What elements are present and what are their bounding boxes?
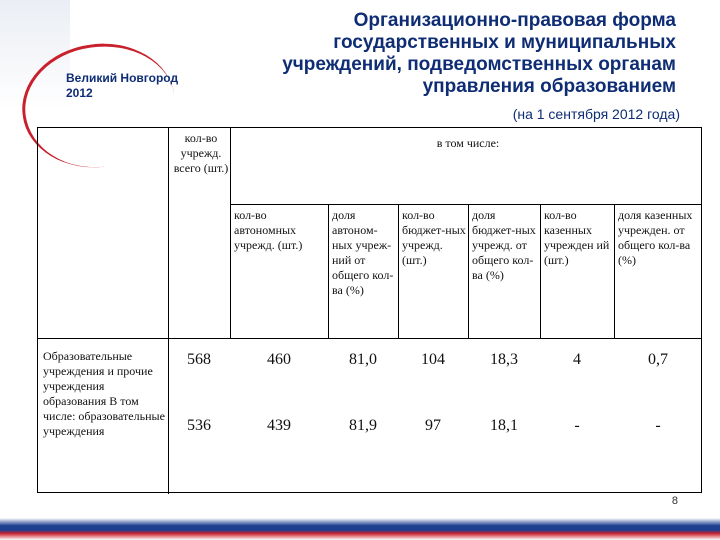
data-table	[37, 127, 702, 493]
table-cell: 81,0	[349, 351, 377, 368]
table-cell: 0,7	[648, 351, 668, 368]
row-divider	[38, 338, 702, 339]
city-name: Великий Новгород	[66, 71, 179, 85]
table-cell: -	[655, 417, 661, 434]
city-year: 2012	[66, 86, 93, 100]
col-divider	[468, 204, 469, 338]
subheader-budget-count: кол-во бюджет-ных учрежд. (шт.)	[402, 208, 466, 267]
table-cell: 18,1	[490, 417, 518, 434]
table-cell: 536	[187, 417, 211, 434]
table-cell: 18,3	[490, 351, 518, 368]
logo-area	[0, 0, 260, 120]
row-label: Образовательные учреждения и прочие учреждения образования В том числе: образовательные учреждения	[43, 349, 165, 438]
subheader-autonomous-count: кол-во автономных учрежд. (шт.)	[234, 208, 303, 252]
subheader-state-share: доля казенных учрежден. от общего кол-ва (%)	[618, 208, 693, 267]
col-divider	[398, 204, 399, 338]
subheader-state-count: кол-во казенных учрежден ий (шт.)	[544, 208, 610, 267]
page-title: Организационно-правовая форма государственных и муниципальных учреждений, подведомственных органам управления образованием	[282, 10, 676, 97]
header-including: в том числе:	[436, 136, 500, 150]
table-cell: 568	[187, 351, 211, 368]
col-divider	[614, 204, 615, 338]
subheader-autonomous-share: доля автоном-ных учреж-ний от общего кол-ва (%)	[332, 208, 394, 297]
col-divider	[168, 128, 169, 494]
bottom-stripe	[0, 518, 720, 540]
col-divider	[540, 204, 541, 338]
col-divider	[328, 204, 329, 338]
row-divider	[230, 204, 702, 205]
table-cell: 97	[425, 417, 441, 434]
header-total: кол-во учрежд. всего (шт.)	[173, 131, 229, 175]
table-cell: 460	[267, 351, 291, 368]
table-cell: -	[574, 417, 580, 434]
table-cell: 81,9	[349, 417, 377, 434]
page-number: 8	[671, 495, 678, 507]
subheader-budget-share: доля бюджет-ных учрежд. от общего кол-ва (%)	[472, 208, 536, 282]
page-subtitle: (на 1 сентября 2012 года)	[512, 106, 680, 122]
table-cell: 4	[573, 351, 581, 368]
table-cell: 104	[421, 351, 445, 368]
table-cell: 439	[267, 417, 291, 434]
